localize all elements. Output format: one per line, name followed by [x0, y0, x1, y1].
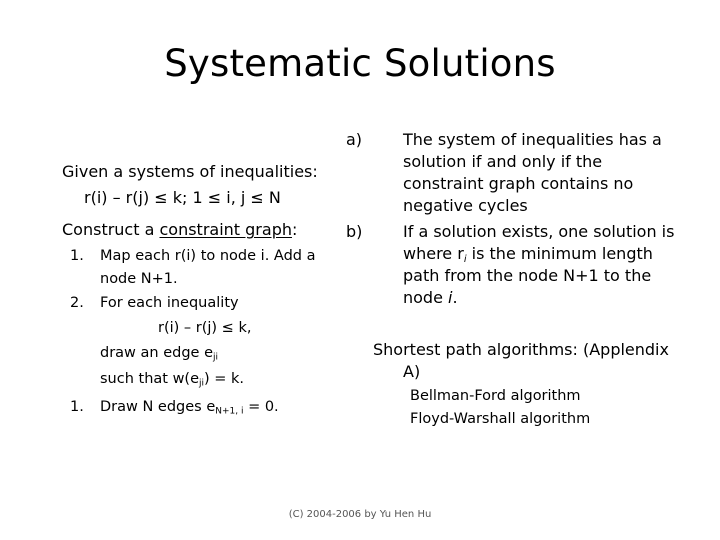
step-2-weight-line [100, 371, 244, 387]
item-a-line-2: solution if and only if the [403, 152, 603, 171]
item-b-label: b) [346, 222, 363, 241]
algorithm-bellman-ford: Bellman-Ford algorithm [410, 388, 581, 404]
step-3-number: 1. [70, 399, 84, 415]
item-b-line-4 [403, 288, 458, 307]
shortest-path-line-1: Shortest path algorithms: (Applendix [373, 340, 669, 359]
draw-edges-subscript: N+1, i [215, 406, 244, 417]
construct-suffix: : [291, 220, 298, 239]
item-b-line-1: If a solution exists, one solution is [403, 222, 675, 241]
step-3-line [100, 399, 279, 415]
construct-text [62, 220, 297, 239]
edge-text: draw an edge e [100, 345, 213, 361]
weight-text-end: ) = k. [204, 371, 245, 387]
footer-copyright: (C) 2004-2006 by Yu Hen Hu [288, 509, 432, 520]
item-a-line-4: negative cycles [403, 196, 528, 215]
step-1-number: 1. [70, 248, 84, 264]
b-node-text: node [403, 288, 449, 307]
b-ri-subscript: i [463, 253, 467, 265]
weight-text: such that w(e [100, 371, 200, 387]
inequality-main: r(i) – r(j) ≤ k; 1 ≤ i, j ≤ N [84, 188, 281, 207]
b-where-text: where r [403, 244, 464, 263]
step-2-edge-line [100, 345, 218, 361]
item-a-line-1: The system of inequalities has a [403, 130, 662, 149]
step-1-line-1: Map each r(i) to node i. Add a [100, 248, 316, 264]
algorithm-floyd-warshall: Floyd-Warshall algorithm [410, 411, 591, 427]
b-node-i: i [448, 288, 453, 307]
constraint-graph-term: constraint graph [159, 220, 292, 239]
edge-subscript: ji [212, 352, 218, 363]
draw-edges-end: = 0. [243, 399, 279, 415]
item-a-label: a) [346, 130, 363, 149]
step-2-line-1: For each inequality [100, 295, 239, 311]
construct-prefix: Construct a [62, 220, 160, 239]
weight-subscript: ji [199, 378, 205, 389]
item-b-line-3: path from the node N+1 to the [403, 266, 652, 285]
item-a-line-3: constraint graph contains no [403, 174, 634, 193]
slide-title: Systematic Solutions [164, 42, 556, 85]
intro-text: Given a systems of inequalities: [62, 162, 318, 181]
b-min-length-text: is the minimum length [466, 244, 653, 263]
step-2-number: 2. [70, 295, 84, 311]
item-b-line-2 [403, 244, 653, 263]
shortest-path-line-2: A) [403, 362, 421, 381]
step-2-inequality: r(i) – r(j) ≤ k, [158, 320, 252, 336]
b-node-period: . [452, 288, 458, 307]
step-1-line-2: node N+1. [100, 271, 178, 287]
draw-edges-text: Draw N edges e [100, 399, 216, 415]
